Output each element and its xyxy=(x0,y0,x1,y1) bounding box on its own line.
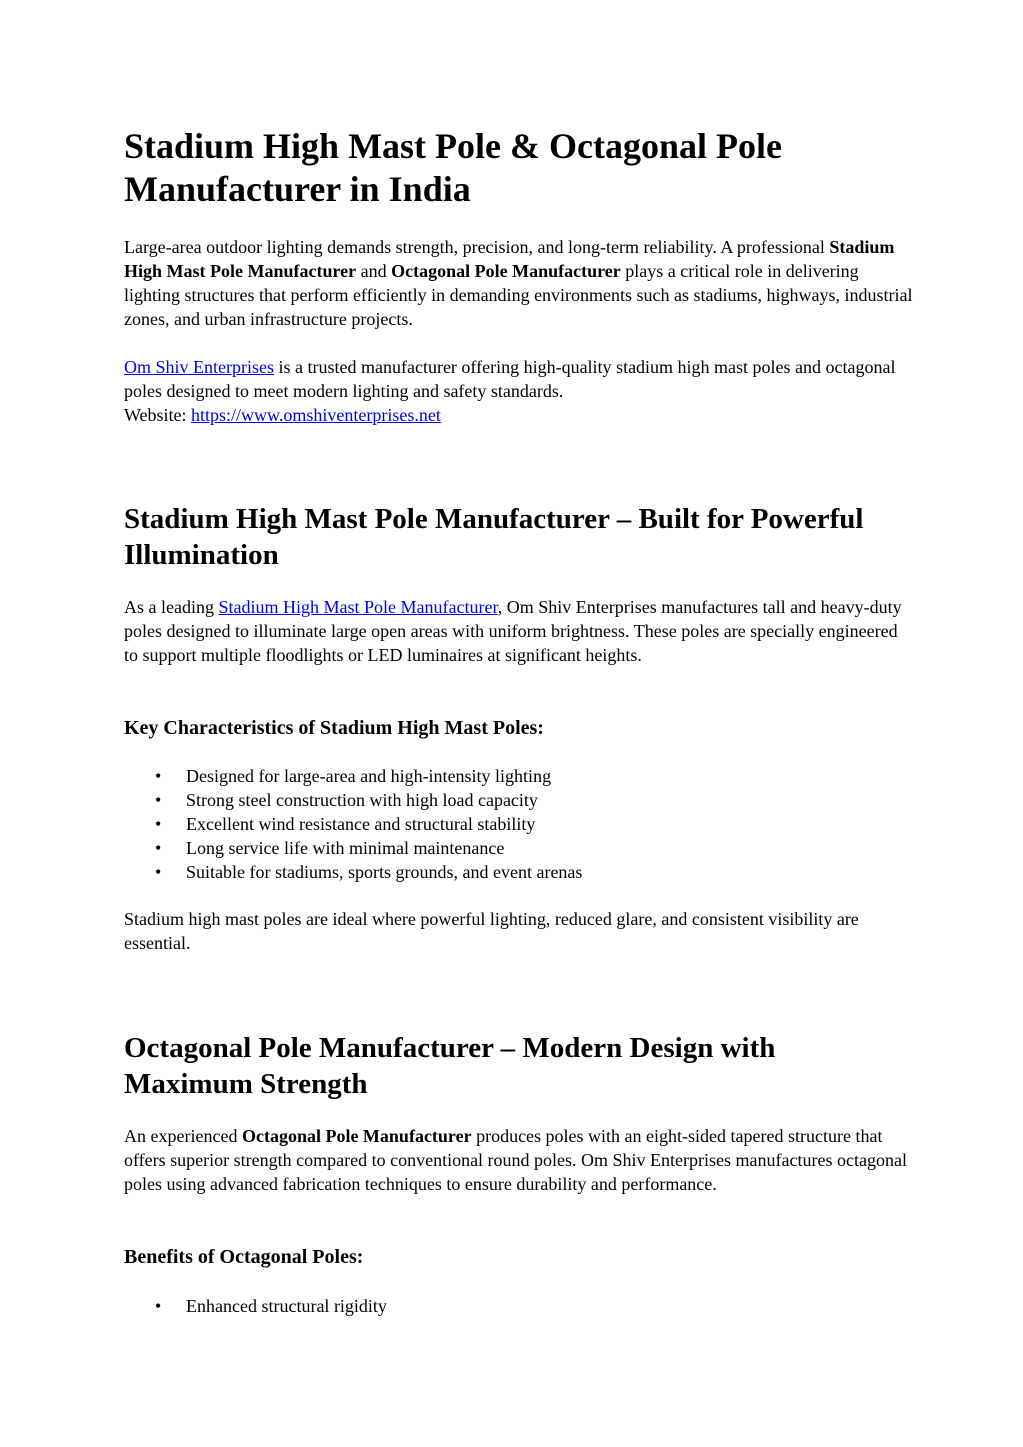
list-item-text: Enhanced structural rigidity xyxy=(186,1296,387,1316)
list-item-text: Excellent wind resistance and structural stability xyxy=(186,814,536,834)
website-label: Website: xyxy=(124,405,192,425)
bullet-icon: • xyxy=(155,862,162,882)
bullet-icon: • xyxy=(155,1296,162,1316)
stadium-paragraph xyxy=(124,595,914,667)
website-link[interactable]: https://www.omshiventerprises.net xyxy=(191,405,441,425)
bullet-icon: • xyxy=(155,814,162,834)
octagonal-bold: Octagonal Pole Manufacturer xyxy=(241,1126,472,1146)
intro-paragraph xyxy=(124,235,914,331)
list-item-text: Strong steel construction with high load capacity xyxy=(186,790,538,810)
intro-bold-octagonal: Octagonal Pole Manufacturer xyxy=(391,261,621,281)
stadium-closing-paragraph: Stadium high mast poles are ideal where powerful lighting, reduced glare, and consistent visibility are essential. xyxy=(124,909,859,953)
section-heading-octagonal: Octagonal Pole Manufacturer – Modern Design with Maximum Strength xyxy=(124,1032,776,1100)
list-item xyxy=(124,764,582,788)
stadium-bullet-list xyxy=(124,764,582,884)
page-title: Stadium High Mast Pole & Octagonal Pole Manufacturer in India xyxy=(124,126,782,209)
company-link[interactable]: Om Shiv Enterprises xyxy=(124,357,274,377)
list-item xyxy=(124,1294,387,1318)
intro-text-end: plays a critical role in delivering lighting structures that perform efficiently in demanding environments such as stadiums, highways, industrial zones, and urban infrastructure projects. xyxy=(124,261,913,329)
list-item xyxy=(124,836,582,860)
list-item xyxy=(124,860,582,884)
list-item-text: Suitable for stadiums, sports grounds, and event arenas xyxy=(186,862,583,882)
intro-text-start: Large-area outdoor lighting demands strength, precision, and long-term reliability. A professional xyxy=(124,237,830,257)
stadium-text-end: , Om Shiv Enterprises manufactures tall and heavy-duty poles designed to illuminate large open areas with uniform brightness. These poles are specially engineered to support multiple floodlights or LED luminaires at significant heights. xyxy=(124,597,902,665)
list-item-text: Long service life with minimal maintenance xyxy=(186,838,505,858)
bullet-icon: • xyxy=(155,790,162,810)
subheading-key-characteristics: Key Characteristics of Stadium High Mast Poles: xyxy=(124,717,544,739)
stadium-link[interactable]: Stadium High Mast Pole Manufacturer xyxy=(218,597,498,617)
list-item xyxy=(124,788,582,812)
stadium-text-start: As a leading xyxy=(124,597,219,617)
intro-text-mid: and xyxy=(356,261,392,281)
octagonal-text-end: produces poles with an eight-sided tapered structure that offers superior strength compared to conventional round poles. Om Shiv Enterprises manufactures octagonal poles using advanced fabrication techniques to ensure durability and performance. xyxy=(124,1126,907,1194)
company-paragraph xyxy=(124,355,914,427)
list-item xyxy=(124,812,582,836)
company-text: is a trusted manufacturer offering high-quality stadium high mast poles and octagonal poles designed to meet modern lighting and safety standards. xyxy=(124,357,896,401)
list-item-text: Designed for large-area and high-intensity lighting xyxy=(186,766,552,786)
bullet-icon: • xyxy=(155,766,162,786)
octagonal-paragraph xyxy=(124,1124,914,1196)
subheading-benefits: Benefits of Octagonal Poles: xyxy=(124,1246,364,1268)
bullet-icon: • xyxy=(155,838,162,858)
section-heading-stadium: Stadium High Mast Pole Manufacturer – Built for Powerful Illumination xyxy=(124,503,864,571)
intro-bold-stadium: Stadium High Mast Pole Manufacturer xyxy=(124,237,895,281)
octagonal-text-start: An experienced xyxy=(124,1126,242,1146)
octagonal-bullet-list xyxy=(124,1294,387,1318)
